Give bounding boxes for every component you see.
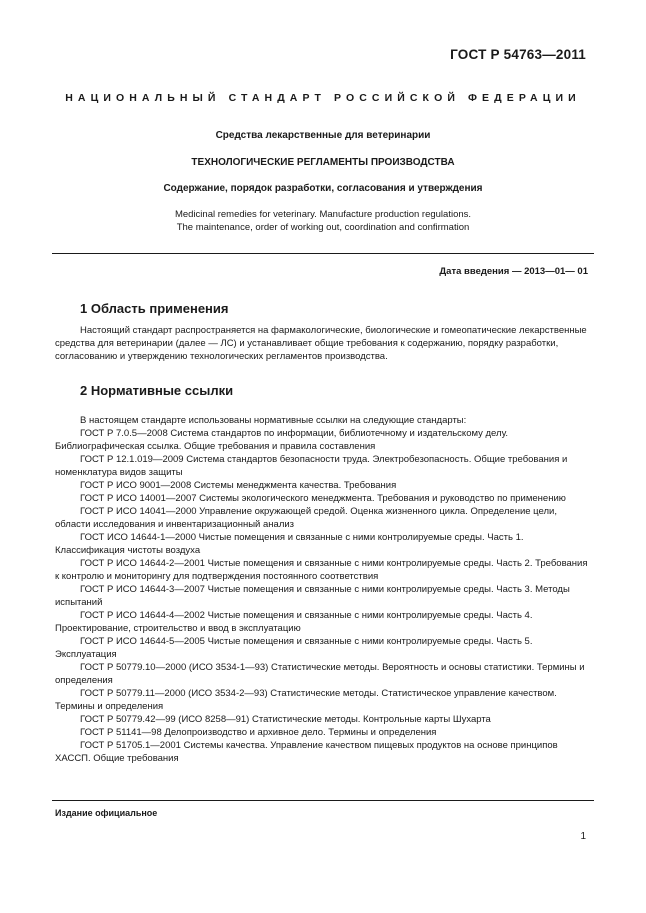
reference-item: ГОСТ Р ИСО 9001—2008 Системы менеджмента качества. Требования <box>80 480 397 491</box>
title-uppercase: ТЕХНОЛОГИЧЕСКИЕ РЕГЛАМЕНТЫ ПРОИЗВОДСТВА <box>191 157 455 168</box>
title-english-2: The maintenance, order of working out, coordination and confirmation <box>176 222 470 233</box>
title-divider <box>52 253 594 254</box>
section-1-heading: 1 Область применения <box>80 301 229 316</box>
standard-code: ГОСТ Р 54763—2011 <box>450 47 586 62</box>
reference-item: ГОСТ Р ИСО 14041—2000 Управление окружающей средой. Оценка жизненного цикла. Определение цели, области исследования и инвентаризационный анализ <box>55 506 557 530</box>
introduction-date: Дата введения — 2013—01— 01 <box>439 266 588 277</box>
normative-references-list <box>55 414 589 765</box>
reference-item: ГОСТ ИСО 14644-1—2000 Чистые помещения и связанные с ними контролируемые среды. Часть 1. Классификация чистоты воздуха <box>55 532 524 556</box>
reference-item: ГОСТ Р ИСО 14644-5—2005 Чистые помещения и связанные с ними контролируемые среды. Часть 5. Эксплуатация <box>55 636 533 660</box>
footer-divider <box>52 800 594 801</box>
page-number: 1 <box>580 831 586 842</box>
official-edition-label: Издание официальное <box>55 808 158 818</box>
reference-item: ГОСТ Р 50779.42—99 (ИСО 8258—91) Статистические методы. Контрольные карты Шухарта <box>80 714 491 725</box>
section-1-text <box>55 324 589 363</box>
title-english-1: Medicinal remedies for veterinary. Manufacture production regulations. <box>174 209 472 220</box>
reference-item: ГОСТ Р 12.1.019—2009 Система стандартов безопасности труда. Электробезопасность. Общие требования и номенклатура видов защиты <box>55 454 568 478</box>
reference-item: ГОСТ Р ИСО 14644-2—2001 Чистые помещения и связанные с ними контролируемые среды. Часть 2. Требования к контролю и мониторингу для подтверждения постоянного соответствия <box>55 558 588 582</box>
section-1-paragraph: Настоящий стандарт распространяется на фармакологические, биологические и гомеопатические лекарственные средства для ветеринарии (далее — ЛС) и устанавливает общие требования к содержанию, порядку разработки, согласованию и утверждению технологических регламентов производства. <box>55 325 587 362</box>
reference-intro: В настоящем стандарте использованы нормативные ссылки на следующие стандарты: <box>80 415 467 426</box>
reference-item: ГОСТ Р 51705.1—2001 Системы качества. Управление качеством пищевых продуктов на основе принципов ХАССП. Общие требования <box>55 740 558 764</box>
standard-banner: НАЦИОНАЛЬНЫЙ СТАНДАРТ РОССИЙСКОЙ ФЕДЕРАЦИИ <box>65 92 581 104</box>
reference-item: ГОСТ Р ИСО 14001—2007 Системы экологического менеджмента. Требования и руководство по применению <box>80 493 566 504</box>
reference-item: ГОСТ Р 50779.11—2000 (ИСО 3534-2—93) Статистические методы. Статистическое управление качеством. Термины и определения <box>55 688 557 712</box>
reference-item: ГОСТ Р 50779.10—2000 (ИСО 3534-1—93) Статистические методы. Вероятность и основы статистики. Термины и определения <box>55 662 585 686</box>
reference-item: ГОСТ Р ИСО 14644-3—2007 Чистые помещения и связанные с ними контролируемые среды. Часть 3. Методы испытаний <box>55 584 570 608</box>
subtitle: Содержание, порядок разработки, согласования и утверждения <box>163 183 483 194</box>
section-2-heading: 2 Нормативные ссылки <box>80 383 234 398</box>
reference-item: ГОСТ Р 51141—98 Делопроизводство и архивное дело. Термины и определения <box>80 727 437 738</box>
title-russian: Средства лекарственные для ветеринарии <box>215 130 431 141</box>
reference-item: ГОСТ Р 7.0.5—2008 Система стандартов по информации, библиотечному и издательскому делу. Библиографическая ссылка. Общие требования и правила составления <box>55 428 509 452</box>
reference-item: ГОСТ Р ИСО 14644-4—2002 Чистые помещения и связанные с ними контролируемые среды. Часть 4. Проектирование, строительство и ввод в эксплуатацию <box>55 610 533 634</box>
